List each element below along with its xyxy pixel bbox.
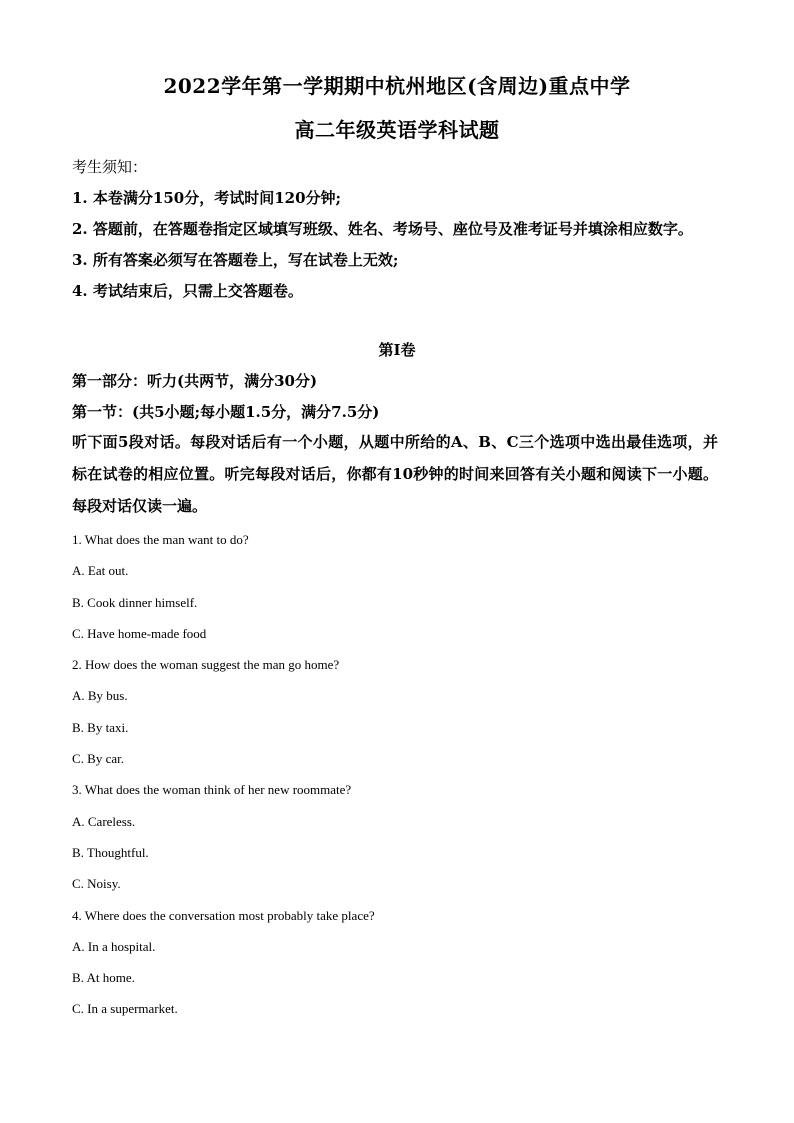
question-list — [72, 524, 722, 1025]
notice-item-1: 1. 本卷满分150分，考试时间120分钟; — [72, 189, 342, 207]
answer-option: C. By car. — [72, 751, 124, 767]
part-one-heading: 第一部分：听力(共两节，满分30分) — [72, 372, 318, 390]
exam-title-line2: 高二年级英语学科试题 — [294, 118, 500, 142]
answer-option: A. Careless. — [72, 813, 136, 829]
answer-option: B. At home. — [72, 970, 135, 986]
notice-item-3: 3. 所有答案必须写在答题卷上，写在试卷上无效; — [72, 251, 399, 269]
answer-option: C. Noisy. — [72, 876, 121, 892]
volume-label: 第I卷 — [378, 341, 416, 359]
answer-option: B. Thoughtful. — [72, 844, 149, 860]
section-one-heading: 第一节：(共5小题;每小题1.5分，满分7.5分) — [72, 403, 380, 421]
notice-heading: 考生须知： — [72, 158, 148, 176]
answer-option: C. In a supermarket. — [72, 1001, 178, 1017]
notice-item-4: 4. 考试结束后，只需上交答题卷。 — [72, 282, 303, 300]
question-stem: 1. What does the man want to do? — [72, 532, 249, 547]
answer-option: B. Cook dinner himself. — [72, 594, 198, 610]
listening-instructions: 听下面5段对话。每段对话后有一个小题，从题中所给的A、B、C三个选项中选出最佳选项，并标在试卷的相应位置。听完每段对话后，你都有10秒钟的时间来回答有关小题和阅读下一小题。每段对话仅读一遍。 — [72, 433, 718, 515]
answer-option: A. Eat out. — [72, 563, 129, 579]
answer-option: A. By bus. — [72, 688, 128, 704]
question-stem: 3. What does the woman think of her new roommate? — [72, 782, 352, 798]
question-stem: 4. Where does the conversation most probably take place? — [72, 907, 375, 923]
answer-option: A. In a hospital. — [72, 938, 156, 954]
answer-option: B. By taxi. — [72, 719, 129, 735]
question-stem: 2. How does the woman suggest the man go home? — [72, 657, 340, 673]
exam-title-line1: 2022学年第一学期期中杭州地区(含周边)重点中学 — [163, 74, 631, 98]
answer-option: C. Have home-made food — [72, 625, 207, 641]
notice-item-2: 2. 答题前，在答题卷指定区域填写班级、姓名、考场号、座位号及准考证号并填涂相应数字。 — [72, 220, 693, 238]
candidate-notice — [72, 152, 722, 307]
